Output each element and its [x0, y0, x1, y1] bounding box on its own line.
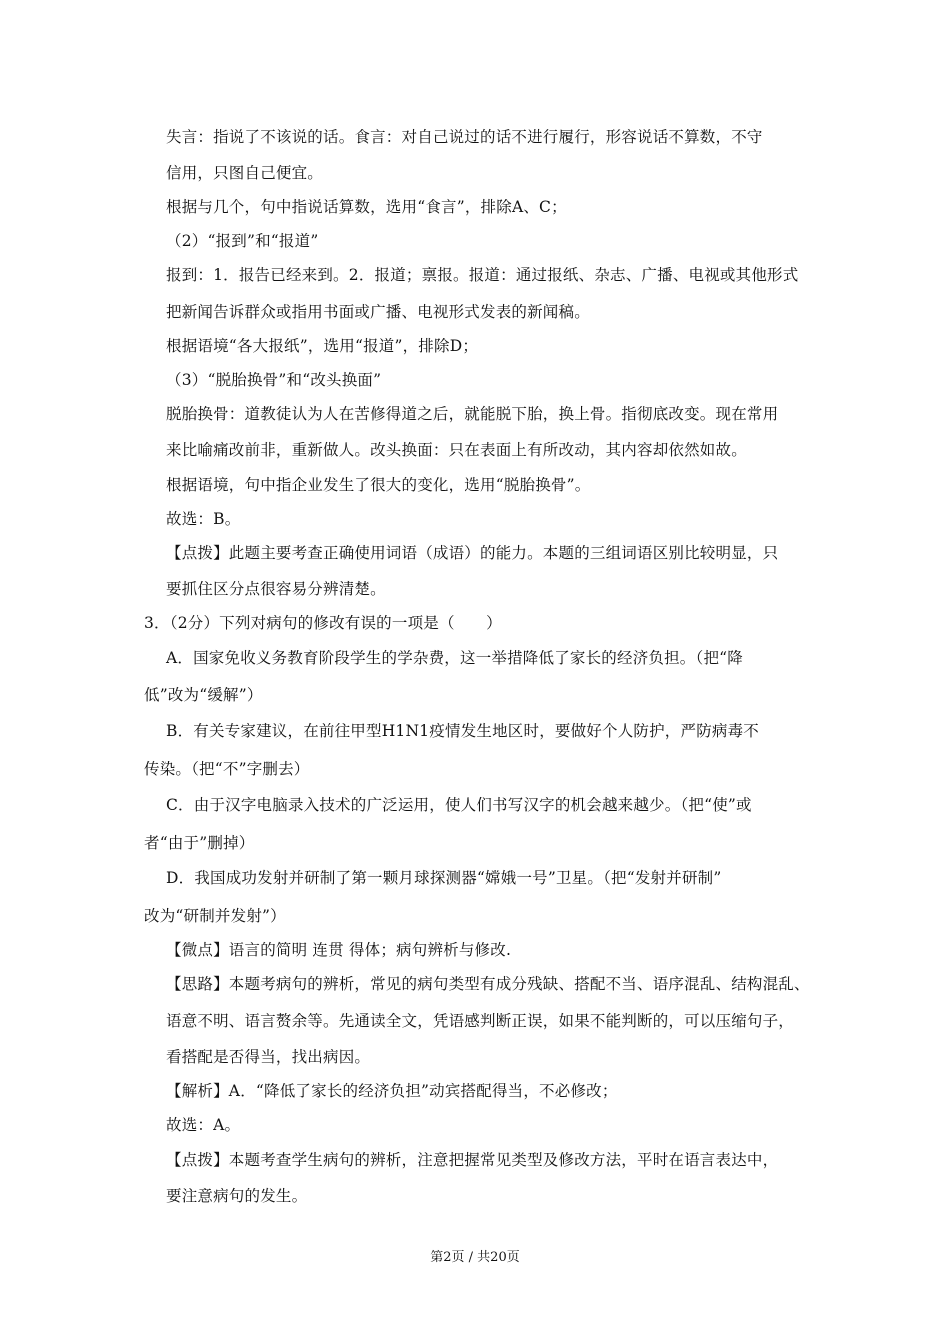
option-a: 低”改为“缓解”） [144, 686, 263, 704]
option-c: 者“由于”删掉） [144, 834, 255, 852]
option-c: C．由于汉字电脑录入技术的广泛运用，使人们书写汉字的机会越来越少。（把“使”或 [166, 796, 752, 814]
option-a: A．国家免收义务教育阶段学生的学杂费，这一举措降低了家长的经济负担。（把“降 [166, 649, 743, 667]
text-line: 故选：B。 [166, 510, 241, 528]
text-line: 根据语境，句中指企业发生了很大的变化，选用“脱胎换骨”。 [166, 476, 591, 494]
dianbo-line: 要注意病句的发生。 [166, 1187, 308, 1205]
text-line: （3）“脱胎换骨”和“改头换面” [166, 371, 382, 389]
dianbo-line: 【点拨】本题考查学生病句的辨析，注意把握常见类型及修改方法，平时在语言表达中， [166, 1151, 779, 1169]
text-line: （2）“报到”和“报道” [166, 232, 319, 250]
jiexi-line: 【解析】A．“降低了家长的经济负担”动宾搭配得当，不必修改； [166, 1082, 618, 1100]
tip-paragraph: 【点拨】此题主要考查正确使用词语（成语）的能力。本题的三组词语区别比较明显，只 [166, 544, 779, 562]
question-stem: 3．（2分）下列对病句的修改有误的一项是（ ） [144, 614, 502, 632]
text-line: 根据与几个，句中指说话算数，选用“食言”，排除A、C； [166, 198, 567, 216]
text-line: 把新闻告诉群众或指用书面或广播、电视形式发表的新闻稿。 [166, 303, 590, 321]
text-line: 根据语境“各大报纸”，选用“报道”，排除D； [166, 337, 479, 355]
option-b: B．有关专家建议，在前往甲型H1N1疫情发生地区时，要做好个人防护，严防病毒不 [166, 722, 759, 740]
option-d: 改为“研制并发射”） [144, 907, 286, 925]
answer-line: 故选：A。 [166, 1116, 241, 1134]
option-b: 传染。（把“不”字删去） [144, 760, 310, 778]
weidian-line: 【微点】语言的简明 连贯 得体；病句辨析与修改. [166, 941, 512, 959]
option-d: D．我国成功发射并研制了第一颗月球探测器“嫦娥一号”卫星。（把“发射并研制” [166, 869, 722, 887]
silu-line: 语意不明、语言赘余等。先通读全文，凭语感判断正误，如果不能判断的，可以压缩句子， [166, 1012, 795, 1030]
text-line: 信用，只图自己便宜。 [166, 164, 324, 182]
text-line: 来比喻痛改前非，重新做人。改头换面：只在表面上有所改动，其内容却依然如故。 [166, 441, 747, 459]
text-line: 失言：指说了不该说的话。食言：对自己说过的话不进行履行，形容说话不算数，不守 [166, 128, 763, 146]
page-number-footer: 第2页 / 共20页 [430, 1250, 520, 1265]
text-line: 脱胎换骨：道教徒认为人在苦修得道之后，就能脱下胎，换上骨。指彻底改变。现在常用 [166, 405, 779, 423]
silu-line: 看搭配是否得当，找出病因。 [166, 1048, 371, 1066]
silu-line: 【思路】本题考病句的辨析，常见的病句类型有成分残缺、搭配不当、语序混乱、结构混乱、 [166, 975, 810, 993]
text-line: 报到：1．报告已经来到。2．报道；禀报。报道：通过报纸、杂志、广播、电视或其他形式 [166, 266, 799, 284]
tip-paragraph: 要抓住区分点很容易分辨清楚。 [166, 580, 386, 598]
